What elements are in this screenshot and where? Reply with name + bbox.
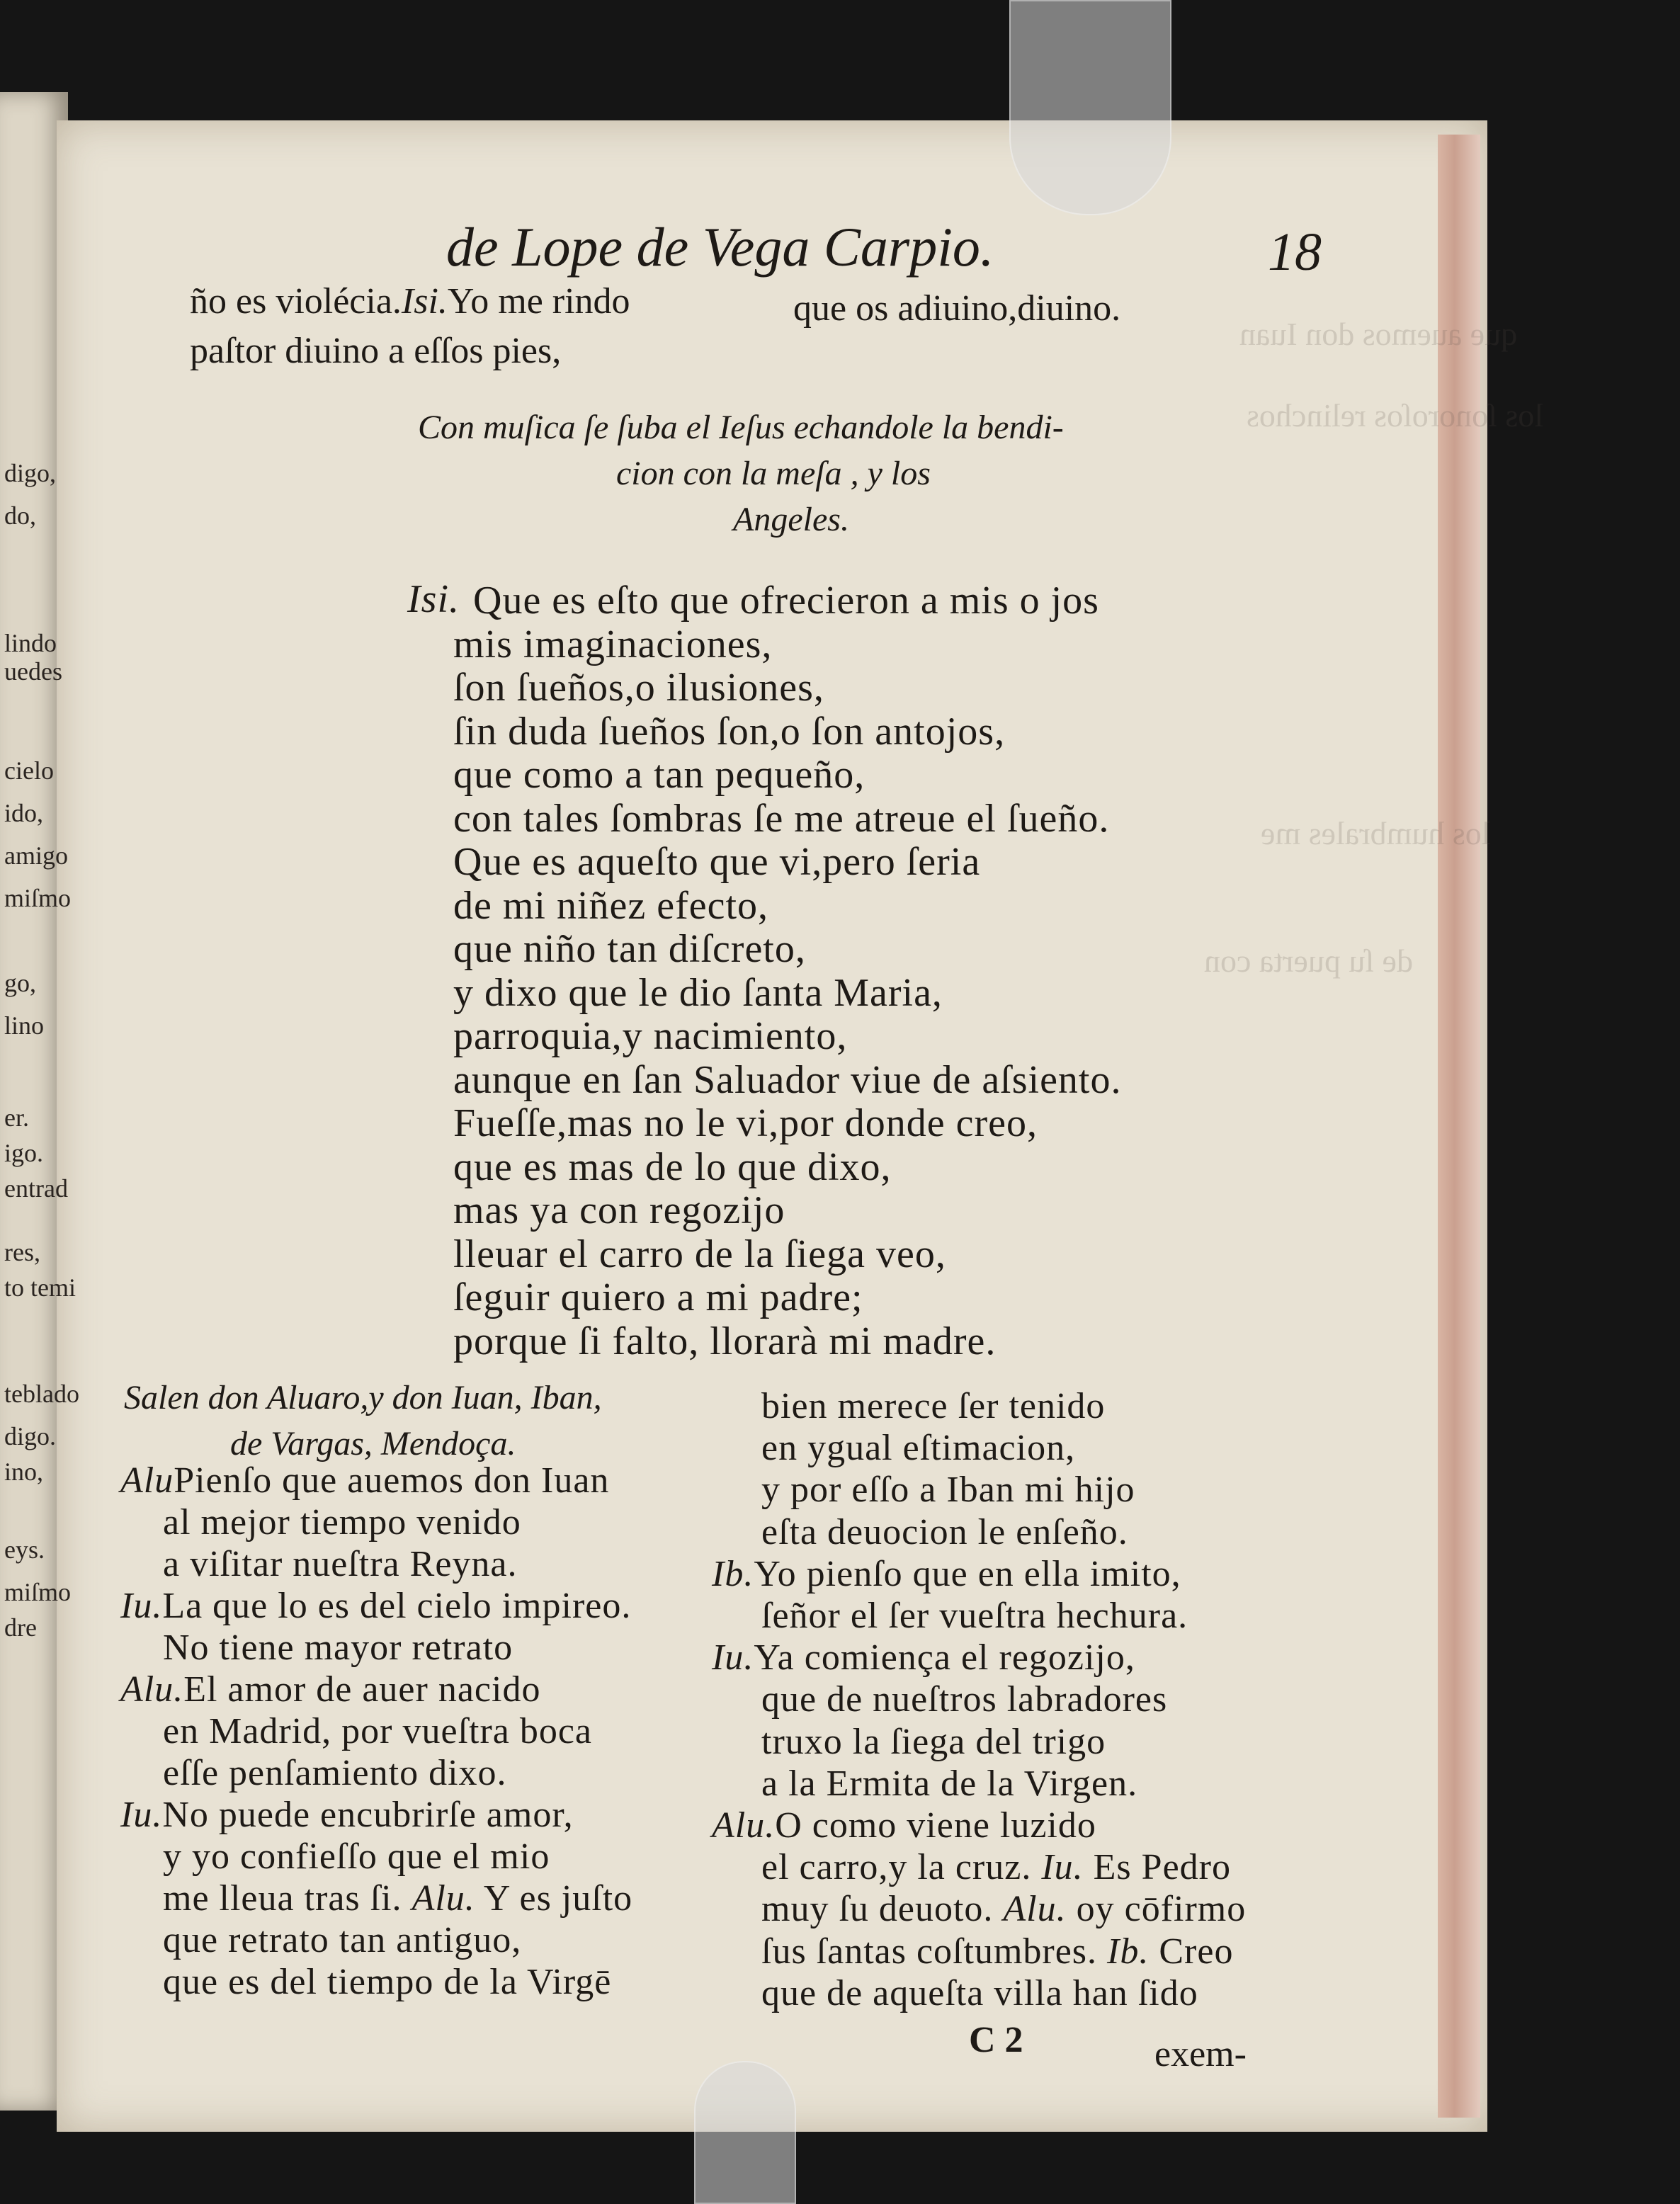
facing-page-fragment: er. [4, 1103, 29, 1132]
verse-line [761, 1511, 1128, 1552]
speaker-label: Alu. [120, 1669, 184, 1710]
verse-line [163, 1630, 513, 1666]
verse-line [761, 1763, 1138, 1804]
verse-line: y dixo que le dio ſanta Maria, [453, 970, 943, 1015]
facing-page-fragment: do, [4, 501, 36, 530]
speaker-label: Alu. [1003, 1889, 1067, 1930]
verse-line [163, 1964, 611, 2001]
verse-line [120, 1797, 574, 1834]
verse-line: Fueſſe,mas no le vi,por donde creo, [453, 1101, 1038, 1145]
facing-page-fragment: entrad [4, 1174, 68, 1203]
verse-text: oy cōfirmo [1076, 1889, 1247, 1930]
verse-line [761, 1472, 1135, 1509]
facing-page-fragment: eys. [4, 1535, 45, 1564]
verse-text: Ya comiença el regozijo, [754, 1637, 1135, 1678]
verse-line [120, 1588, 631, 1625]
verse-text: en ygual eſtimacion, [761, 1428, 1076, 1469]
verse-line: porque ſi falto, llorarà mi madre. [453, 1319, 997, 1363]
facing-page-fragment: teblado [4, 1380, 79, 1408]
facing-page-fragment: uedes [4, 657, 62, 686]
verse-line: ſon ſueños,o ilusiones, [453, 666, 824, 710]
facing-page-fragment: digo. [4, 1422, 57, 1450]
facing-page-fragment: digo, [4, 459, 57, 487]
verse-text: Es Pedro [1093, 1847, 1231, 1888]
verse-line: ſeguir quiero a mi padre; [453, 1276, 863, 1319]
verse-text: Creo [1159, 1931, 1234, 1972]
verse-text: que de aqueſta villa han ſido [761, 1972, 1198, 2013]
verse-line: parroquia,y nacimiento, [453, 1014, 848, 1058]
verse-text: que de nueſtros labradores [761, 1679, 1168, 1720]
verse-line: con tales ſombras ſe me atreue el ſueño. [453, 796, 1110, 841]
verse-text: a viſitar nueſtra Reyna. [163, 1544, 518, 1584]
verse-text: No tiene mayor retrato [163, 1628, 513, 1668]
verse-line: que como a tan pequeño, [453, 753, 865, 797]
facing-page-fragment: igo. [4, 1139, 44, 1167]
verse-line [163, 1755, 507, 1792]
speaker-label: Alu. [712, 1805, 776, 1846]
verse-text: Pienſo que auemos don Iuan [174, 1460, 610, 1501]
page-clip-top [1009, 0, 1171, 215]
speaker-label: Iu. [120, 1795, 163, 1835]
verse-text: La que lo es del cielo impireo. [162, 1586, 632, 1626]
text-line: paſtor diuino a eſſos pies, [190, 331, 562, 371]
catchword: exem- [1154, 2034, 1247, 2074]
stage-direction: Con muſica ſe ſuba el Ieſus echandole la bendi- [418, 409, 1064, 446]
page-clip-bottom [694, 2061, 796, 2204]
text-line: que os adiuino,diuino. [793, 288, 1121, 329]
verse-text: que retrato tan antiguo, [163, 1920, 522, 1960]
verse-line [761, 1849, 1231, 1886]
stage-direction: Salen don Aluaro,y don Iuan, Iban, [124, 1379, 602, 1416]
speaker-label: Ib. [712, 1553, 754, 1594]
facing-page-fragment: miſmo [4, 884, 72, 912]
verse-line [761, 1681, 1167, 1718]
verse-text: ſus ſantas coſtumbres. [761, 1931, 1098, 1972]
verse-line: lleuar el carro de la ſiega veo, [453, 1232, 946, 1276]
verse-line [761, 1430, 1075, 1467]
facing-page-fragment: ido, [4, 799, 44, 827]
verse-line [712, 1807, 1096, 1844]
verse-text: ſeñor el ſer vueſtra hechura. [761, 1596, 1188, 1636]
speaker-label: Ib. [1107, 1931, 1150, 1972]
verse-text: truxo la ſiega del trigo [761, 1721, 1106, 1762]
stage-direction: de Vargas, Mendoça. [230, 1425, 516, 1462]
verse-text: al mejor tiempo venido [163, 1502, 521, 1543]
verse-text: el carro,y la cruz. [761, 1847, 1032, 1888]
verse-text: y por eſſo a Iban mi hijo [761, 1470, 1135, 1511]
verse-text: Yo pienſo que en ella imito, [754, 1553, 1181, 1594]
stage-direction: Angeles. [733, 501, 849, 538]
verse-line [761, 1721, 1106, 1762]
verse-text: eſſe penſamiento dixo. [163, 1753, 507, 1793]
verse-line [120, 1671, 540, 1708]
verse-line [761, 1388, 1105, 1425]
verse-line: mas ya con regozijo [453, 1188, 785, 1232]
verse-line: aunque en ſan Saluador viue de aſsiento. [453, 1057, 1122, 1102]
verse-text: O como viene luzido [775, 1805, 1096, 1846]
facing-page-fragment: miſmo [4, 1578, 72, 1606]
verse-line [761, 1972, 1198, 2013]
verse-line [712, 1553, 1181, 1594]
running-title: de Lope de Vega Carpio. [446, 216, 994, 278]
facing-page-fragment: go, [4, 969, 36, 997]
verse-line: ſin duda ſueños ſon,o ſon antojos, [453, 709, 1006, 754]
verse-line [120, 1462, 609, 1499]
verse-text: que es del tiempo de la Virgē [163, 1962, 612, 2002]
verse-line [712, 1637, 1135, 1678]
stage-direction: cion con la meſa , y los [616, 455, 931, 492]
facing-page-fragment: ino, [4, 1458, 44, 1486]
facing-page-fragment: lindo [4, 629, 57, 657]
verse-text: eſta deuocion le enſeño. [761, 1511, 1128, 1552]
verse-line [761, 1933, 1233, 1970]
speaker-label: Iu. [120, 1586, 163, 1626]
speaker-label: Iu. [712, 1637, 754, 1678]
verse-text: a la Ermita de la Virgen. [761, 1763, 1138, 1804]
speaker-label: Alu [120, 1460, 174, 1501]
verse-line [163, 1922, 521, 1959]
verse-line [761, 1598, 1188, 1635]
verse-text: Y es juſto [483, 1878, 633, 1919]
verse-text: y yo confieſſo que el mio [163, 1836, 550, 1877]
verse-text: en Madrid, por vueſtra boca [163, 1711, 593, 1751]
facing-page-fragment: to temi [4, 1273, 76, 1302]
verse-line [163, 1836, 550, 1877]
verse-text: El amor de auer nacido [183, 1669, 541, 1710]
facing-page-fragment: lino [4, 1011, 45, 1040]
verse-line: de mi niñez efecto, [453, 883, 769, 928]
text-line: ño es violécia.Isi.Yo me rindo [190, 281, 630, 322]
facing-page-fragment: cielo [4, 756, 54, 785]
verse-line [163, 1546, 517, 1583]
verse-line: mis imaginaciones, [453, 622, 773, 666]
signature-mark: C 2 [969, 2020, 1023, 2060]
verse-line [761, 1891, 1246, 1928]
verse-line: que niño tan diſcreto, [453, 927, 806, 971]
speaker-label: Isi. [407, 577, 460, 621]
verse-line: Que es aqueſto que vi,pero ſeria [453, 840, 981, 884]
verse-text: No puede encubrirſe amor, [162, 1795, 574, 1835]
facing-page-fragment: res, [4, 1238, 40, 1266]
page-number: 18 [1268, 222, 1322, 282]
verse-text: muy ſu deuoto. [761, 1889, 994, 1930]
verse-line [163, 1504, 521, 1541]
facing-page-fragment: dre [4, 1613, 37, 1642]
verse-line [163, 1880, 632, 1917]
facing-page-fragment: amigo [4, 841, 68, 870]
verse-line [163, 1713, 592, 1750]
speaker-label: Alu. [412, 1878, 475, 1919]
verse-text: me lleua tras ſi. [163, 1878, 402, 1919]
verse-line: que es mas de lo que dixo, [453, 1144, 892, 1189]
verse-text: bien merece ſer tenido [761, 1386, 1106, 1426]
speaker-label: Iu. [1041, 1847, 1084, 1888]
verse-line: Que es eſto que ofrecieron a mis o jos [473, 579, 1099, 623]
